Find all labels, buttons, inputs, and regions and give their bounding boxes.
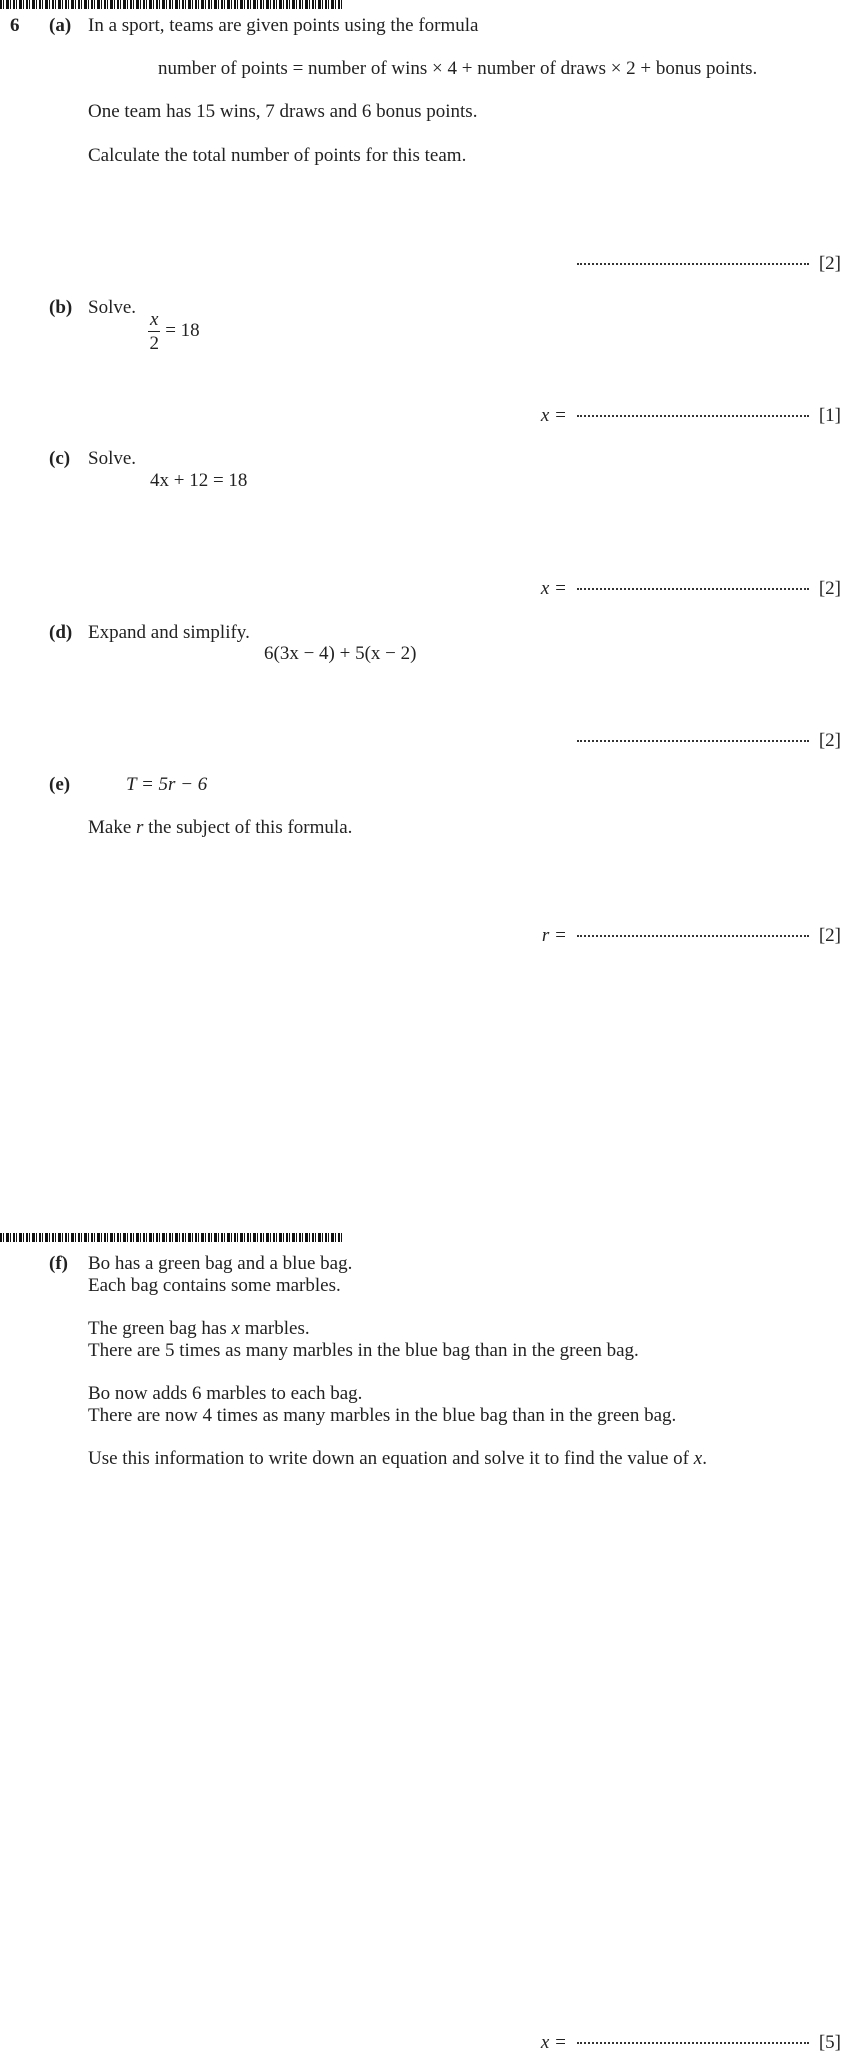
part-f-line3 (88, 1318, 310, 1340)
fraction-denominator: 2 (149, 333, 159, 354)
part-c-equation: 4x + 12 = 18 (150, 470, 248, 491)
fraction (148, 310, 160, 353)
part-f-line4: There are 5 times as many marbles in the blue bag than in the green bag. (88, 1340, 639, 1361)
answer-dots (577, 740, 809, 742)
part-f-line1: Bo has a green bag and a blue bag. (88, 1253, 353, 1274)
answer-dots (577, 588, 809, 590)
marks-a: [2] (818, 253, 841, 274)
answer-dots (577, 263, 809, 265)
answer-line-c[interactable] (541, 578, 841, 600)
marks-d: [2] (818, 730, 841, 751)
marks-f: [5] (818, 2032, 841, 2053)
part-d-label: (d) (49, 622, 73, 643)
answer-dots (577, 2042, 809, 2044)
marks-e: [2] (818, 925, 841, 946)
part-c-task: Solve. (88, 448, 137, 469)
part-f-label: (f) (49, 1253, 68, 1274)
part-e-task-pre: Make (88, 817, 137, 838)
part-f-line2: Each bag contains some marbles. (88, 1275, 341, 1296)
part-d-expression: 6(3x − 4) + 5(x − 2) (264, 643, 417, 664)
barcode-middle (0, 1233, 342, 1242)
part-e-formula: T = 5r − 6 (126, 774, 208, 795)
part-a-label: (a) (49, 15, 72, 36)
part-b-equation (148, 310, 200, 353)
fraction-numerator: x (150, 309, 159, 330)
part-f-line3-pre: The green bag has (88, 1318, 232, 1339)
part-f-line5: Bo now adds 6 marbles to each bag. (88, 1383, 363, 1404)
part-f-line7 (88, 1448, 707, 1470)
marks-b: [1] (818, 405, 841, 426)
part-f-line7-pre: Use this information to write down an equation and solve it to find the value of (88, 1448, 694, 1469)
marks-c: [2] (818, 578, 841, 599)
part-f-line6: There are now 4 times as many marbles in the blue bag than in the green bag. (88, 1405, 677, 1426)
part-f-line3-var: x (231, 1318, 240, 1339)
answer-line-b[interactable] (541, 405, 841, 427)
answer-line-d[interactable] (577, 730, 841, 752)
question-number: 6 (10, 15, 20, 36)
part-b-task: Solve. (88, 297, 137, 318)
answer-line-a[interactable] (577, 253, 841, 275)
part-c-label: (c) (49, 448, 71, 469)
answer-var-e: r = (541, 925, 567, 946)
part-e-task-var: r (136, 817, 144, 838)
part-e-task-post: the subject of this formula. (143, 817, 353, 838)
part-a-given: One team has 15 wins, 7 draws and 6 bonus points. (88, 101, 478, 122)
part-a-task: Calculate the total number of points for this team. (88, 145, 467, 166)
part-f-line7-post: . (702, 1448, 707, 1469)
answer-line-e[interactable] (542, 925, 841, 947)
part-f-line7-var: x (693, 1448, 703, 1469)
answer-dots (577, 935, 809, 937)
answer-line-f[interactable] (541, 2032, 841, 2054)
part-a-formula: number of points = number of wins × 4 + number of draws × 2 + bonus points. (158, 58, 758, 79)
answer-var-b: x = (540, 405, 567, 426)
part-e-task (88, 817, 352, 839)
part-a-intro: In a sport, teams are given points using the formula (88, 15, 479, 36)
answer-var-c: x = (540, 578, 567, 599)
answer-var-f: x = (540, 2032, 567, 2053)
part-b-rhs: = 18 (165, 319, 200, 341)
part-f-line3-post: marbles. (239, 1318, 310, 1339)
answer-dots (577, 415, 809, 417)
barcode-top (0, 0, 342, 9)
part-b-label: (b) (49, 297, 73, 318)
part-e-label: (e) (49, 774, 71, 795)
part-d-task: Expand and simplify. (88, 622, 250, 643)
